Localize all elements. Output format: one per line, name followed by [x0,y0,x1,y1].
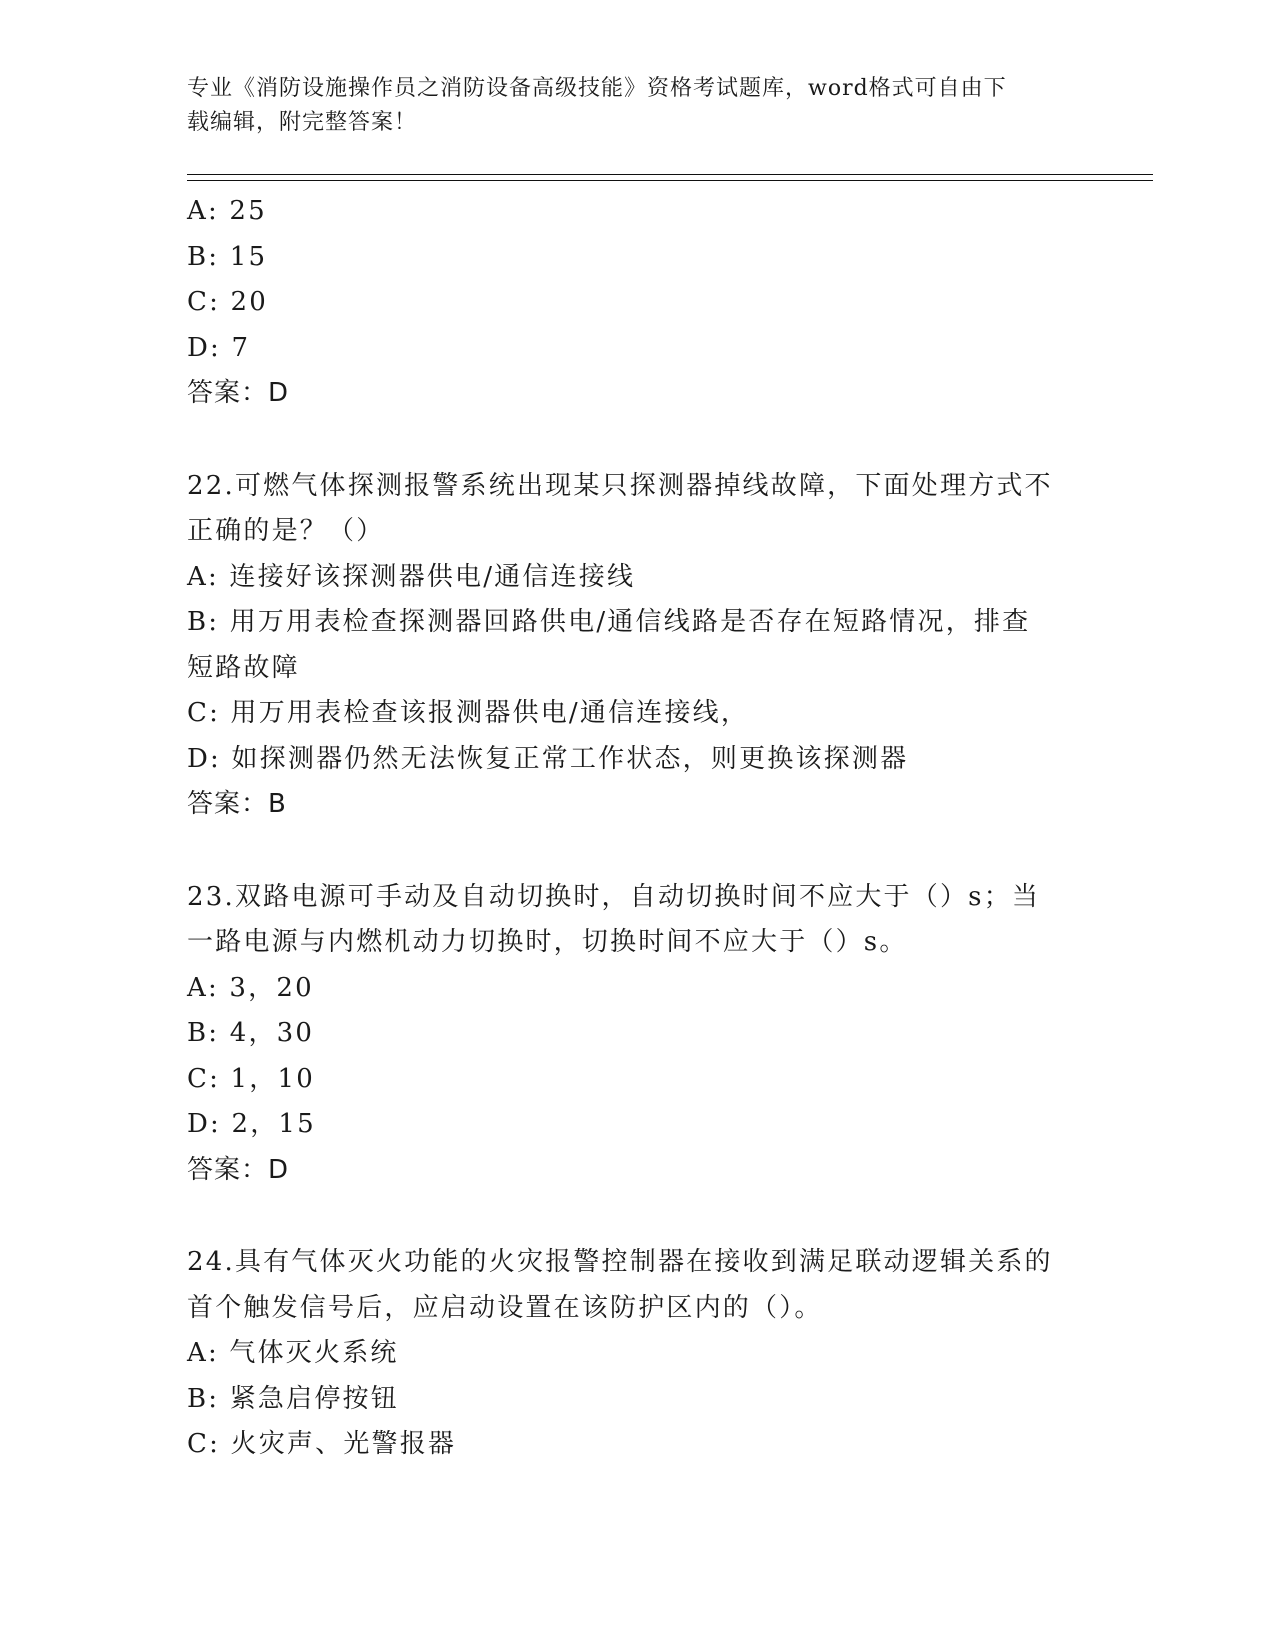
option-b: B: 紧急启停按钮 [187,1383,399,1414]
question-stem-line: 22.可燃气体探测报警系统出现某只探测器掉线故障，下面处理方式不 [187,470,1053,501]
question-spacer [187,828,1087,875]
answer-line: 答案：D [187,378,290,408]
option-b: B: 15 [187,241,268,272]
question-spacer [187,1193,1087,1240]
question-22 [187,464,1087,828]
option-b: B: 4，30 [187,1018,315,1048]
header-rule-top [187,174,1153,175]
option-d: D: 如探测器仍然无法恢复正常工作状态，则更换该探测器 [187,743,909,774]
question-stem-line: 正确的是？（） [187,516,385,546]
option-a: A: 连接好该探测器供电/通信连接线 [187,561,636,592]
option-c: C: 用万用表检查该报测器供电/通信连接线， [187,698,750,728]
option-c: C: 火灾声、光警报器 [187,1429,457,1459]
question-23 [187,875,1087,1194]
option-b-continued: 短路故障 [187,652,300,683]
document-header [187,72,1067,140]
question-stem-line: 首个触发信号后，应启动设置在该防护区内的（）。 [187,1292,823,1323]
question-stem-line: 24.具有气体灭火功能的火灾报警控制器在接收到满足联动逻辑关系的 [187,1247,1053,1277]
question-stem-line: 一路电源与内燃机动力切换时，切换时间不应大于（）s。 [187,927,908,957]
header-line-2: 载编辑，附完整答案！ [187,110,418,135]
question-24 [187,1240,1087,1468]
option-a: A: 气体灭火系统 [187,1338,399,1368]
option-a: A: 3，20 [187,972,314,1003]
question-spacer [187,417,1087,464]
header-rule-bottom [187,180,1153,181]
answer-line: 答案：B [187,789,287,819]
option-c: C: 20 [187,287,269,317]
answer-line: 答案：D [187,1154,290,1185]
question-21 [187,189,1087,417]
option-d: D: 7 [187,332,251,363]
option-b: B: 用万用表检查探测器回路供电/通信线路是否存在短路情况，排查 [187,607,1031,637]
question-list [187,189,1087,1468]
option-c: C: 1，10 [187,1063,315,1094]
option-a: A: 25 [187,196,267,226]
header-line-1: 专业《消防设施操作员之消防设备高级技能》资格考试题库，word格式可自由下 [187,76,1007,101]
question-stem-line: 23.双路电源可手动及自动切换时，自动切换时间不应大于（）s；当 [187,881,1041,912]
option-d: D: 2，15 [187,1109,316,1139]
